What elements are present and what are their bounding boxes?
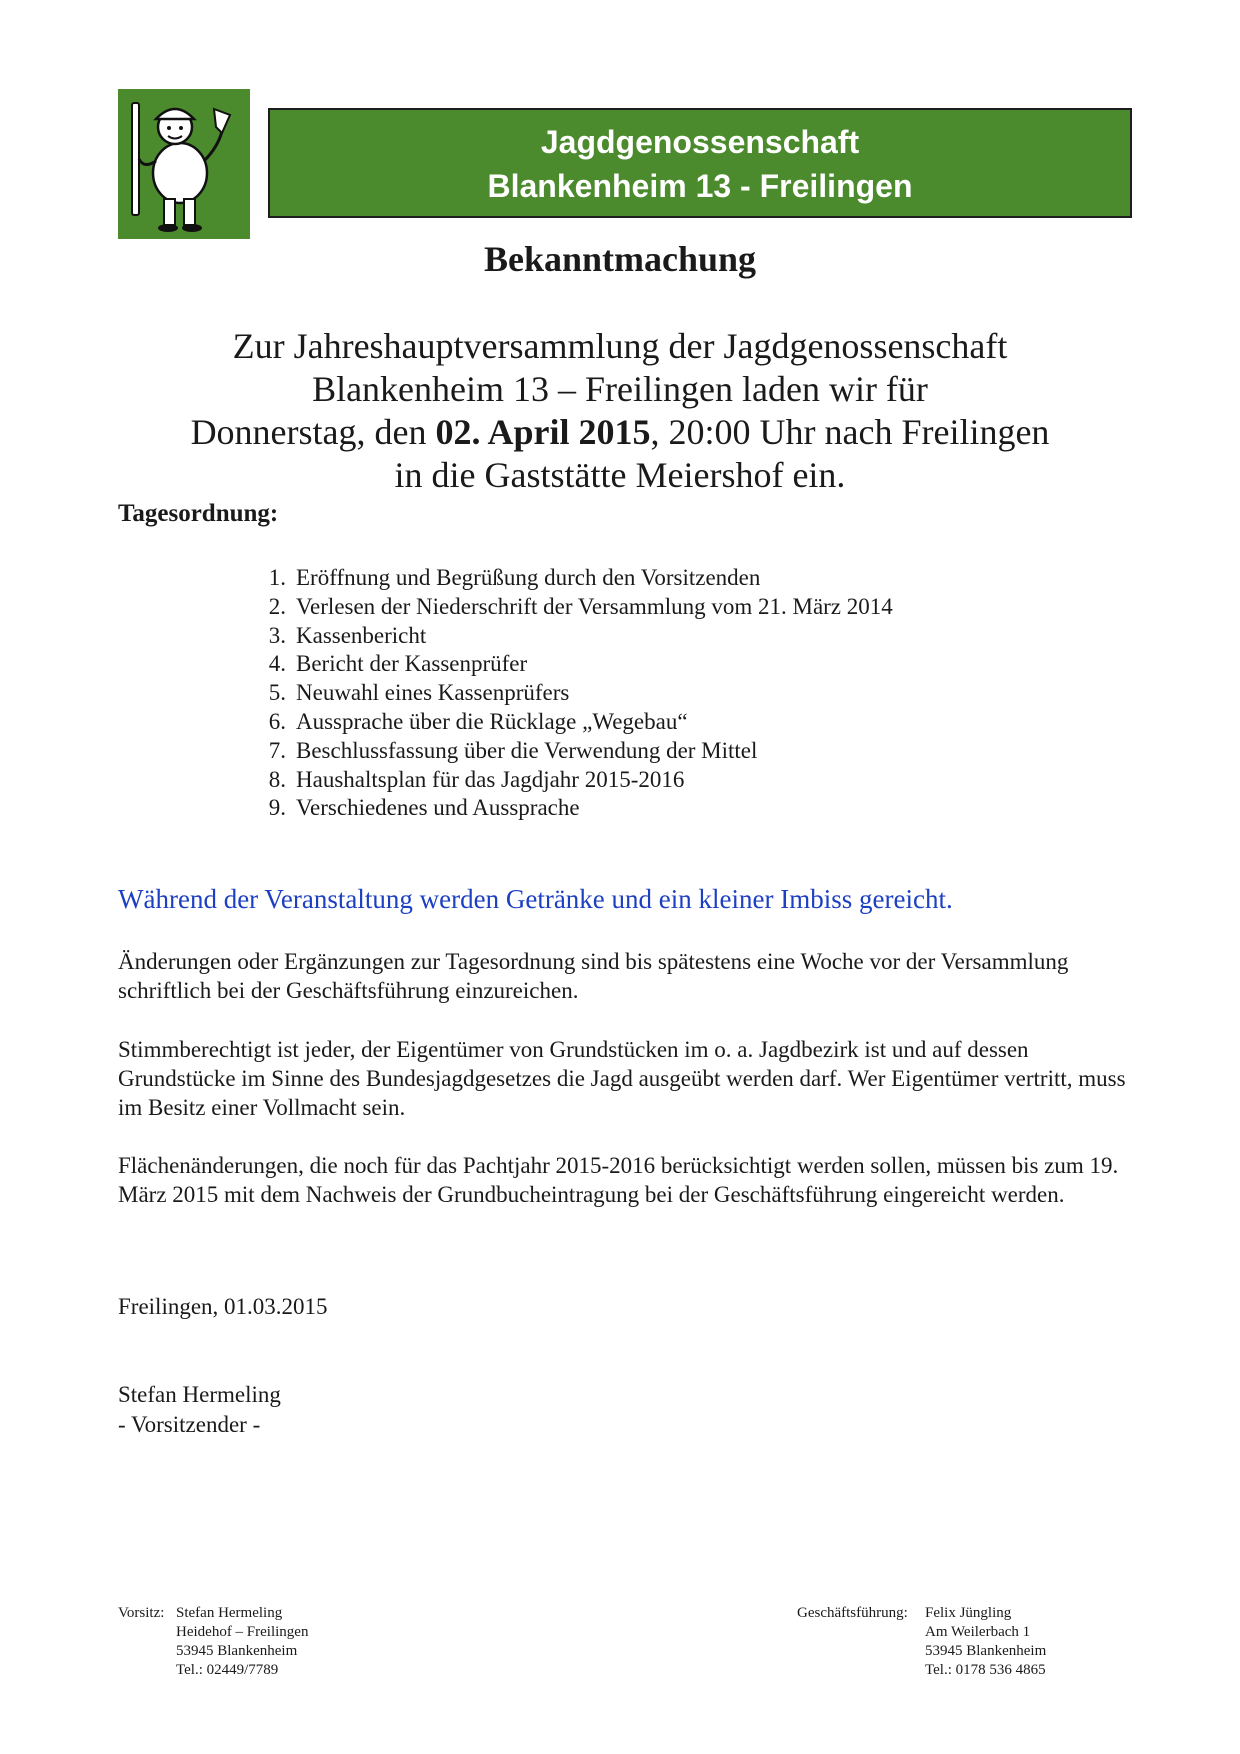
signer-role: - Vorsitzender - bbox=[118, 1412, 261, 1437]
agenda-item-number: 6. bbox=[268, 708, 286, 734]
invitation-line-4: in die Gaststätte Meiershof ein. bbox=[394, 455, 846, 495]
amendments-paragraph: Änderungen oder Ergänzungen zur Tagesordnung sind bis spätestens eine Woche vor der Versammlung schriftlich bei der Geschäftsführung einzureichen. bbox=[118, 949, 1069, 1003]
invitation-text bbox=[0, 325, 1240, 497]
invitation-time-place: , 20:00 Uhr nach Freilingen bbox=[650, 412, 1050, 452]
footer-chair-name: Stefan Hermeling bbox=[176, 1605, 283, 1621]
signature-block bbox=[118, 1380, 281, 1440]
agenda-item-text: Kassenbericht bbox=[296, 622, 427, 648]
organization-banner bbox=[268, 108, 1132, 218]
invitation-weekday: Donnerstag, den bbox=[190, 412, 436, 452]
footer-chair-city: 53945 Blankenheim bbox=[176, 1643, 298, 1659]
footer-chair-address bbox=[118, 1604, 308, 1680]
agenda-item bbox=[245, 737, 893, 766]
footer-management-street: Am Weilerbach 1 bbox=[925, 1624, 1031, 1640]
banner-line-1: Jagdgenossenschaft bbox=[540, 124, 860, 160]
hunter-mascot-icon bbox=[118, 89, 250, 239]
footer-management-city: 53945 Blankenheim bbox=[925, 1643, 1047, 1659]
agenda-item bbox=[245, 794, 893, 823]
place-date: Freilingen, 01.03.2015 bbox=[118, 1294, 328, 1319]
invitation-date: 02. April 2015 bbox=[435, 412, 651, 452]
agenda-heading: Tagesordnung: bbox=[118, 500, 279, 527]
banner-line-2: Blankenheim 13 - Freilingen bbox=[487, 168, 913, 204]
agenda-list bbox=[245, 564, 893, 823]
agenda-item bbox=[245, 708, 893, 737]
invitation-line-2: Blankenheim 13 – Freilingen laden wir für bbox=[312, 369, 928, 409]
agenda-item bbox=[245, 679, 893, 708]
agenda-item-number: 8. bbox=[268, 766, 286, 792]
agenda-item-text: Aussprache über die Rücklage „Wegebau“ bbox=[296, 708, 688, 734]
agenda-item-number: 2. bbox=[268, 593, 286, 619]
agenda-item-number: 7. bbox=[268, 737, 286, 763]
agenda-item bbox=[245, 593, 893, 622]
footer-chair-label: Vorsitz: bbox=[118, 1605, 165, 1621]
area-changes-paragraph: Flächenänderungen, die noch für das Pachtjahr 2015-2016 berücksichtigt werden sollen, müssen bis zum 19. März 2015 mit dem Nachweis der Grundbucheintragung bei der Geschäftsführung eingereicht werden. bbox=[118, 1153, 1119, 1207]
footer-management-address bbox=[797, 1604, 1046, 1680]
agenda-item-text: Bericht der Kassenprüfer bbox=[296, 651, 528, 677]
agenda-item-text: Neuwahl eines Kassenprüfers bbox=[296, 680, 570, 706]
footer-chair-street: Heidehof – Freilingen bbox=[176, 1624, 309, 1640]
agenda-item-number: 9. bbox=[268, 795, 286, 821]
agenda-item-text: Beschlussfassung über die Verwendung der Mittel bbox=[296, 737, 758, 763]
footer-management-label: Geschäftsführung: bbox=[797, 1605, 908, 1621]
footer-chair-phone: Tel.: 02449/7789 bbox=[176, 1662, 279, 1678]
agenda-item bbox=[245, 650, 893, 679]
agenda-item-text: Verschiedenes und Aussprache bbox=[296, 795, 580, 821]
agenda-item-number: 3. bbox=[268, 622, 286, 648]
agenda-item-number: 5. bbox=[268, 680, 286, 706]
document-title: Bekanntmachung bbox=[483, 239, 757, 279]
footer-management-name: Felix Jüngling bbox=[925, 1605, 1012, 1621]
invitation-line-3 bbox=[0, 411, 1240, 454]
agenda-item bbox=[245, 622, 893, 651]
footer-management-phone: Tel.: 0178 536 4865 bbox=[925, 1662, 1046, 1678]
agenda-item-number: 1. bbox=[268, 565, 286, 590]
agenda-item bbox=[245, 564, 893, 593]
agenda-item-text: Eröffnung und Begrüßung durch den Vorsitzenden bbox=[296, 565, 761, 590]
agenda-item-text: Haushaltsplan für das Jagdjahr 2015-2016 bbox=[296, 766, 685, 792]
invitation-line-1: Zur Jahreshauptversammlung der Jagdgenossenschaft bbox=[232, 326, 1008, 366]
voting-rights-paragraph: Stimmberechtigt ist jeder, der Eigentümer von Grundstücken im o. a. Jagdbezirk ist und auf dessen Grundstücke im Sinne des Bundesjagdgesetzes die Jagd ausgeübt werden darf. Wer Eigentümer vertritt, muss im Besitz einer Vollmacht sein. bbox=[118, 1037, 1126, 1120]
refreshments-notice: Während der Veranstaltung werden Getränke und ein kleiner Imbiss gereicht. bbox=[118, 884, 953, 914]
signer-name: Stefan Hermeling bbox=[118, 1382, 281, 1407]
agenda-item bbox=[245, 766, 893, 795]
agenda-item-text: Verlesen der Niederschrift der Versammlung vom 21. März 2014 bbox=[296, 593, 893, 619]
agenda-item-number: 4. bbox=[268, 651, 286, 677]
